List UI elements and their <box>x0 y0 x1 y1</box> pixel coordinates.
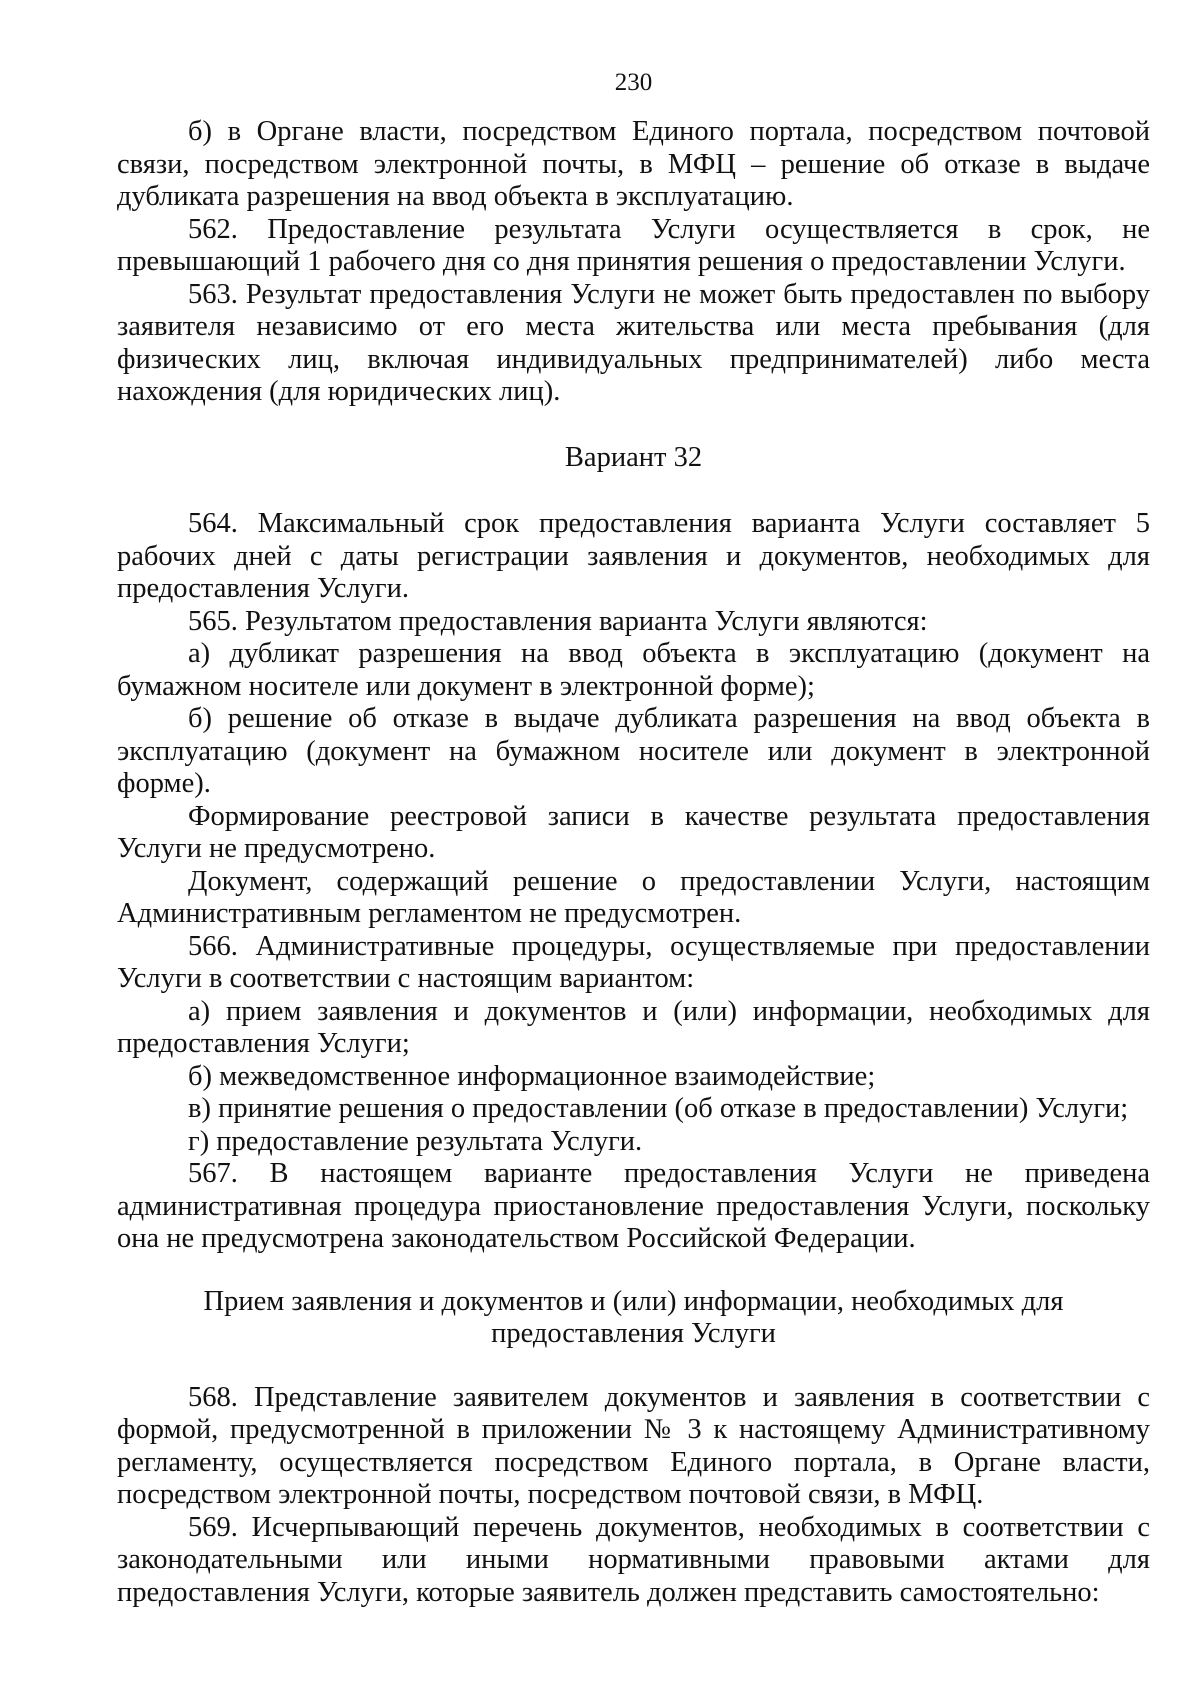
paragraph-566: 566. Административные процедуры, осуществляемые при предоставлении Услуги в соответствии с настоящим вариантом: <box>117 930 1150 994</box>
paragraph-decision-document: Документ, содержащий решение о предоставлении Услуги, настоящим Административным регламентом не предусмотрен. <box>117 865 1150 929</box>
paragraph-565-a: а) дубликат разрешения на ввод объекта в эксплуатацию (документ на бумажном носителе или документ в электронной форме); <box>117 638 1150 702</box>
paragraph-566-v: в) принятие решения о предоставлении (об отказе в предоставлении) Услуги; <box>188 1093 1129 1124</box>
paragraph-566-g: г) предоставление результата Услуги. <box>188 1125 643 1157</box>
document-page <box>117 68 1150 1609</box>
page-number: 230 <box>614 69 653 96</box>
paragraph-566-a: а) прием заявления и документов и (или) информации, необходимых для предоставления Услуги; <box>117 995 1150 1059</box>
variant-heading: Вариант 32 <box>564 441 703 473</box>
paragraph-563: 563. Результат предоставления Услуги не может быть предоставлен по выбору заявителя независимо от его места жительства или места пребывания (для физических лиц, включая индивидуальных предпринимателей) либо места нахождения (для юридических лиц). <box>117 278 1150 407</box>
paragraph-568: 568. Представление заявителем документов и заявления в соответствии с формой, предусмотренной в приложении № 3 к настоящему Административному регламенту, осуществляется посредством Единого портала, в Органе власти, посредством электронной почты, посредством почтовой связи, в МФЦ. <box>117 1381 1150 1510</box>
paragraph-566-b: б) межведомственное информационное взаимодействие; <box>188 1060 876 1092</box>
paragraph-569: 569. Исчерпывающий перечень документов, необходимых в соответствии с законодательными или иными нормативными правовыми актами для предоставления Услуги, которые заявитель должен представить самостоятельно: <box>117 1511 1150 1608</box>
section-heading: Прием заявления и документов и (или) информации, необходимых для предоставления Услуги <box>203 1285 1064 1349</box>
paragraph-565: 565. Результатом предоставления варианта Услуги являются: <box>188 605 928 637</box>
paragraph-565-b: б) решение об отказе в выдаче дубликата разрешения на ввод объекта в эксплуатацию (документ на бумажном носителе или документ в электронной форме). <box>117 703 1150 799</box>
paragraph-562: 562. Предоставление результата Услуги осуществляется в срок, не превышающий 1 рабочего дня со дня принятия решения о предоставлении Услуги. <box>117 213 1150 277</box>
paragraph-567: 567. В настоящем варианте предоставления Услуги не приведена административная процедура приостановление предоставления Услуги, поскольку она не предусмотрена законодательством Российской Федерации. <box>117 1158 1150 1254</box>
paragraph-564: 564. Максимальный срок предоставления варианта Услуги составляет 5 рабочих дней с даты регистрации заявления и документов, необходимых для предоставления Услуги. <box>117 508 1150 604</box>
paragraph-b-result: б) в Органе власти, посредством Единого портала, посредством почтовой связи, посредством электронной почты, в МФЦ – решение об отказе в выдаче дубликата разрешения на ввод объекта в эксплуатацию. <box>117 116 1150 212</box>
paragraph-registry-record: Формирование реестровой записи в качестве результата предоставления Услуги не предусмотрено. <box>117 800 1150 864</box>
